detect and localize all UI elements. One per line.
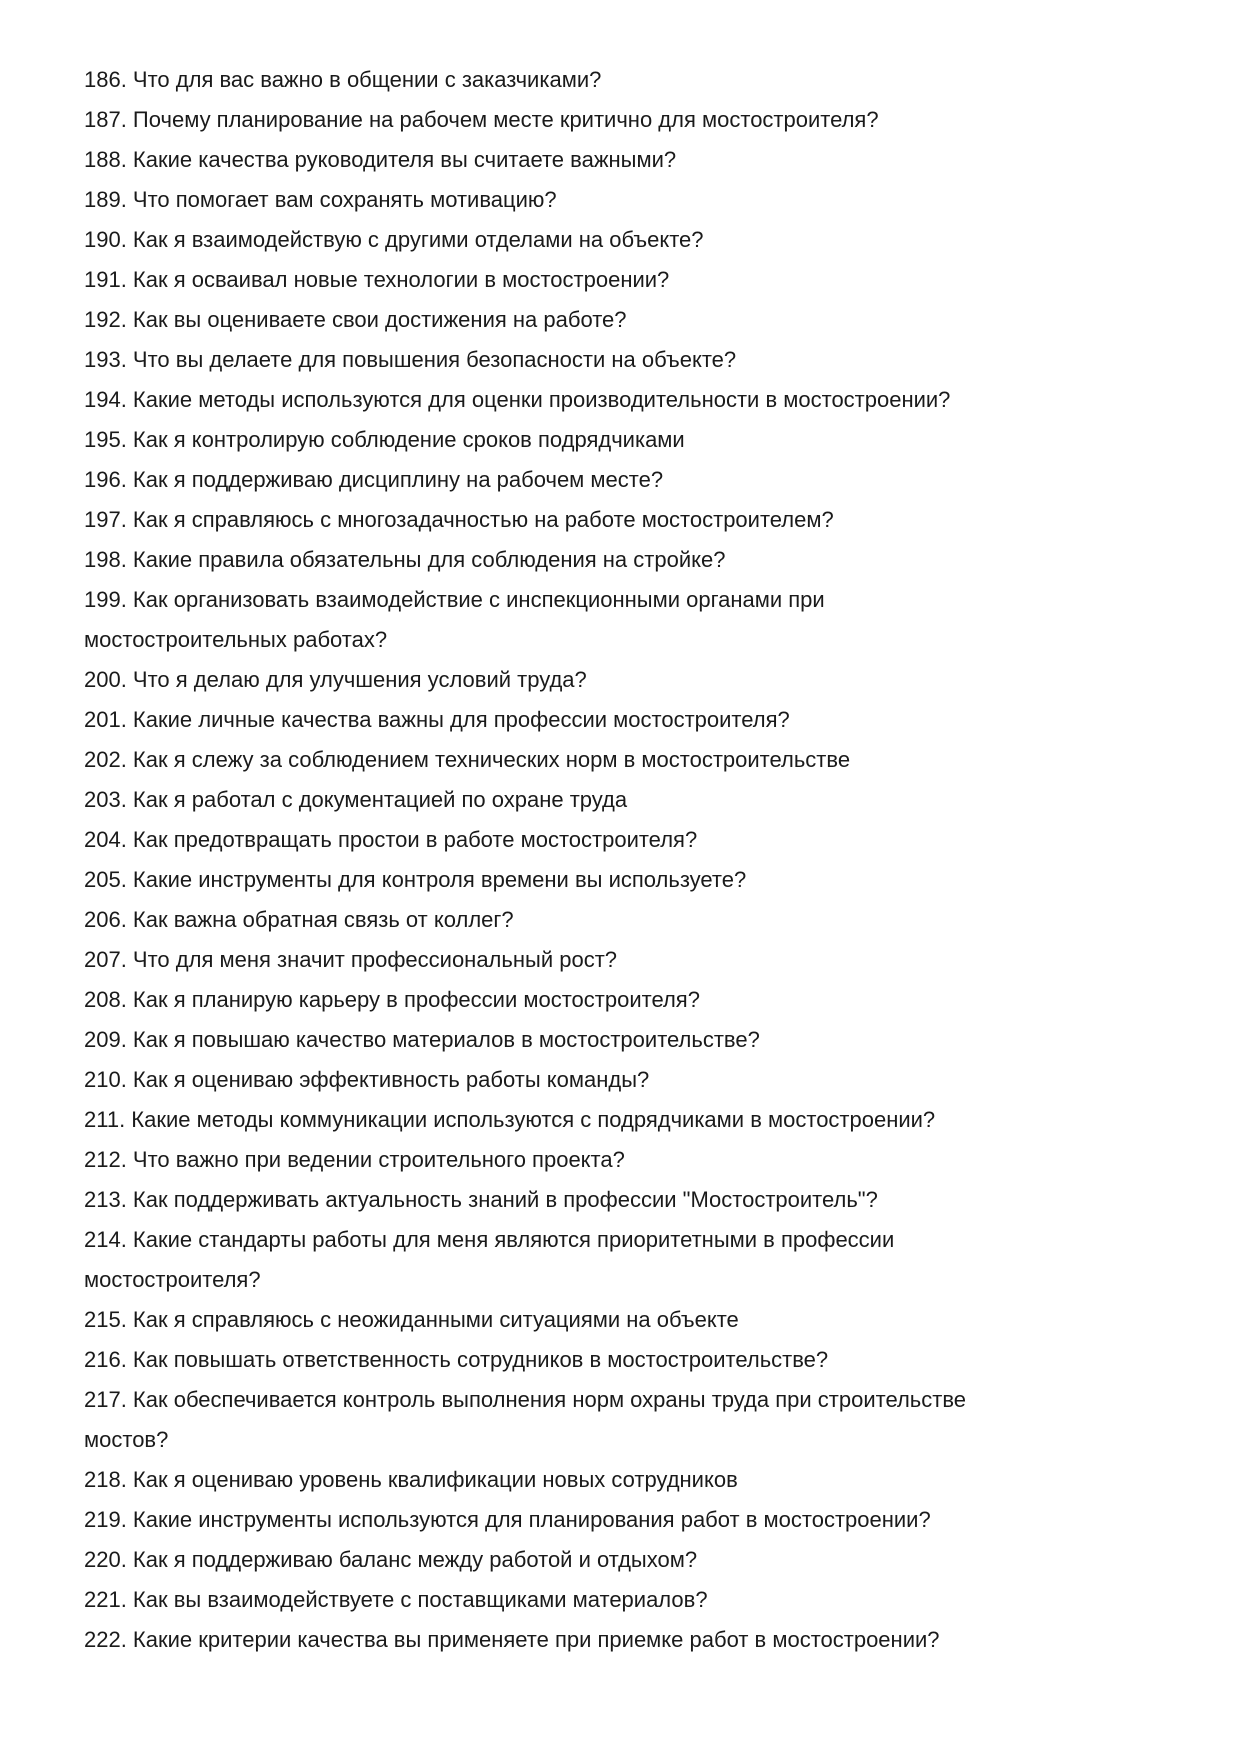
list-item: 190. Как я взаимодействую с другими отделами на объекте? [84, 227, 704, 252]
list-item: 198. Какие правила обязательны для соблюдения на стройке? [84, 547, 726, 572]
list-item: 218. Как я оцениваю уровень квалификации новых сотрудников [84, 1467, 738, 1492]
list-item: 211. Какие методы коммуникации используются с подрядчиками в мостостроении? [84, 1107, 936, 1132]
list-item: 193. Что вы делаете для повышения безопасности на объекте? [84, 347, 737, 372]
list-item: 209. Как я повышаю качество материалов в мостостроительстве? [84, 1027, 760, 1052]
list-item: 189. Что помогает вам сохранять мотивацию? [84, 187, 557, 212]
list-item: 191. Как я осваивал новые технологии в мостостроении? [84, 267, 670, 292]
list-item: 199. Как организовать взаимодействие с инспекционными органами при [84, 587, 825, 612]
list-item: 214. Какие стандарты работы для меня являются приоритетными в профессии [84, 1227, 895, 1252]
list-item: 202. Как я слежу за соблюдением технических норм в мостостроительстве [84, 747, 851, 772]
list-item: 194. Какие методы используются для оценки производительности в мостостроении? [84, 387, 951, 412]
list-item: 188. Какие качества руководителя вы считаете важными? [84, 147, 677, 172]
list-item: 186. Что для вас важно в общении с заказчиками? [84, 67, 602, 92]
list-item: 219. Какие инструменты используются для планирования работ в мостостроении? [84, 1507, 931, 1532]
list-item: 221. Как вы взаимодействуете с поставщиками материалов? [84, 1587, 708, 1612]
list-item: 213. Как поддерживать актуальность знаний в профессии "Мостостроитель"? [84, 1187, 878, 1212]
list-item: 196. Как я поддерживаю дисциплину на рабочем месте? [84, 467, 664, 492]
list-item: 187. Почему планирование на рабочем месте критично для мостостроителя? [84, 107, 879, 132]
list-item-continuation: мостостроительных работах? [84, 627, 388, 652]
list-item-continuation: мостостроителя? [84, 1267, 261, 1292]
list-item: 215. Как я справляюсь с неожиданными ситуациями на объекте [84, 1307, 739, 1332]
list-item-continuation: мостов? [84, 1427, 169, 1452]
list-item: 204. Как предотвращать простои в работе мостостроителя? [84, 827, 698, 852]
question-list [84, 60, 1174, 1660]
list-item: 192. Как вы оцениваете свои достижения на работе? [84, 307, 627, 332]
list-item: 206. Как важна обратная связь от коллег? [84, 907, 514, 932]
list-item: 207. Что для меня значит профессиональный рост? [84, 947, 618, 972]
list-item: 195. Как я контролирую соблюдение сроков подрядчиками [84, 427, 685, 452]
list-item: 205. Какие инструменты для контроля времени вы используете? [84, 867, 747, 892]
list-item: 201. Какие личные качества важны для профессии мостостроителя? [84, 707, 790, 732]
list-item: 217. Как обеспечивается контроль выполнения норм охраны труда при строительстве [84, 1387, 967, 1412]
list-item: 222. Какие критерии качества вы применяете при приемке работ в мостостроении? [84, 1627, 940, 1652]
list-item: 200. Что я делаю для улучшения условий труда? [84, 667, 587, 692]
list-item: 220. Как я поддерживаю баланс между работой и отдыхом? [84, 1547, 698, 1572]
list-item: 212. Что важно при ведении строительного проекта? [84, 1147, 625, 1172]
list-item: 208. Как я планирую карьеру в профессии мостостроителя? [84, 987, 700, 1012]
list-item: 197. Как я справляюсь с многозадачностью на работе мостостроителем? [84, 507, 834, 532]
list-item: 210. Как я оцениваю эффективность работы команды? [84, 1067, 650, 1092]
list-item: 216. Как повышать ответственность сотрудников в мостостроительстве? [84, 1347, 829, 1372]
list-item: 203. Как я работал с документацией по охране труда [84, 787, 628, 812]
